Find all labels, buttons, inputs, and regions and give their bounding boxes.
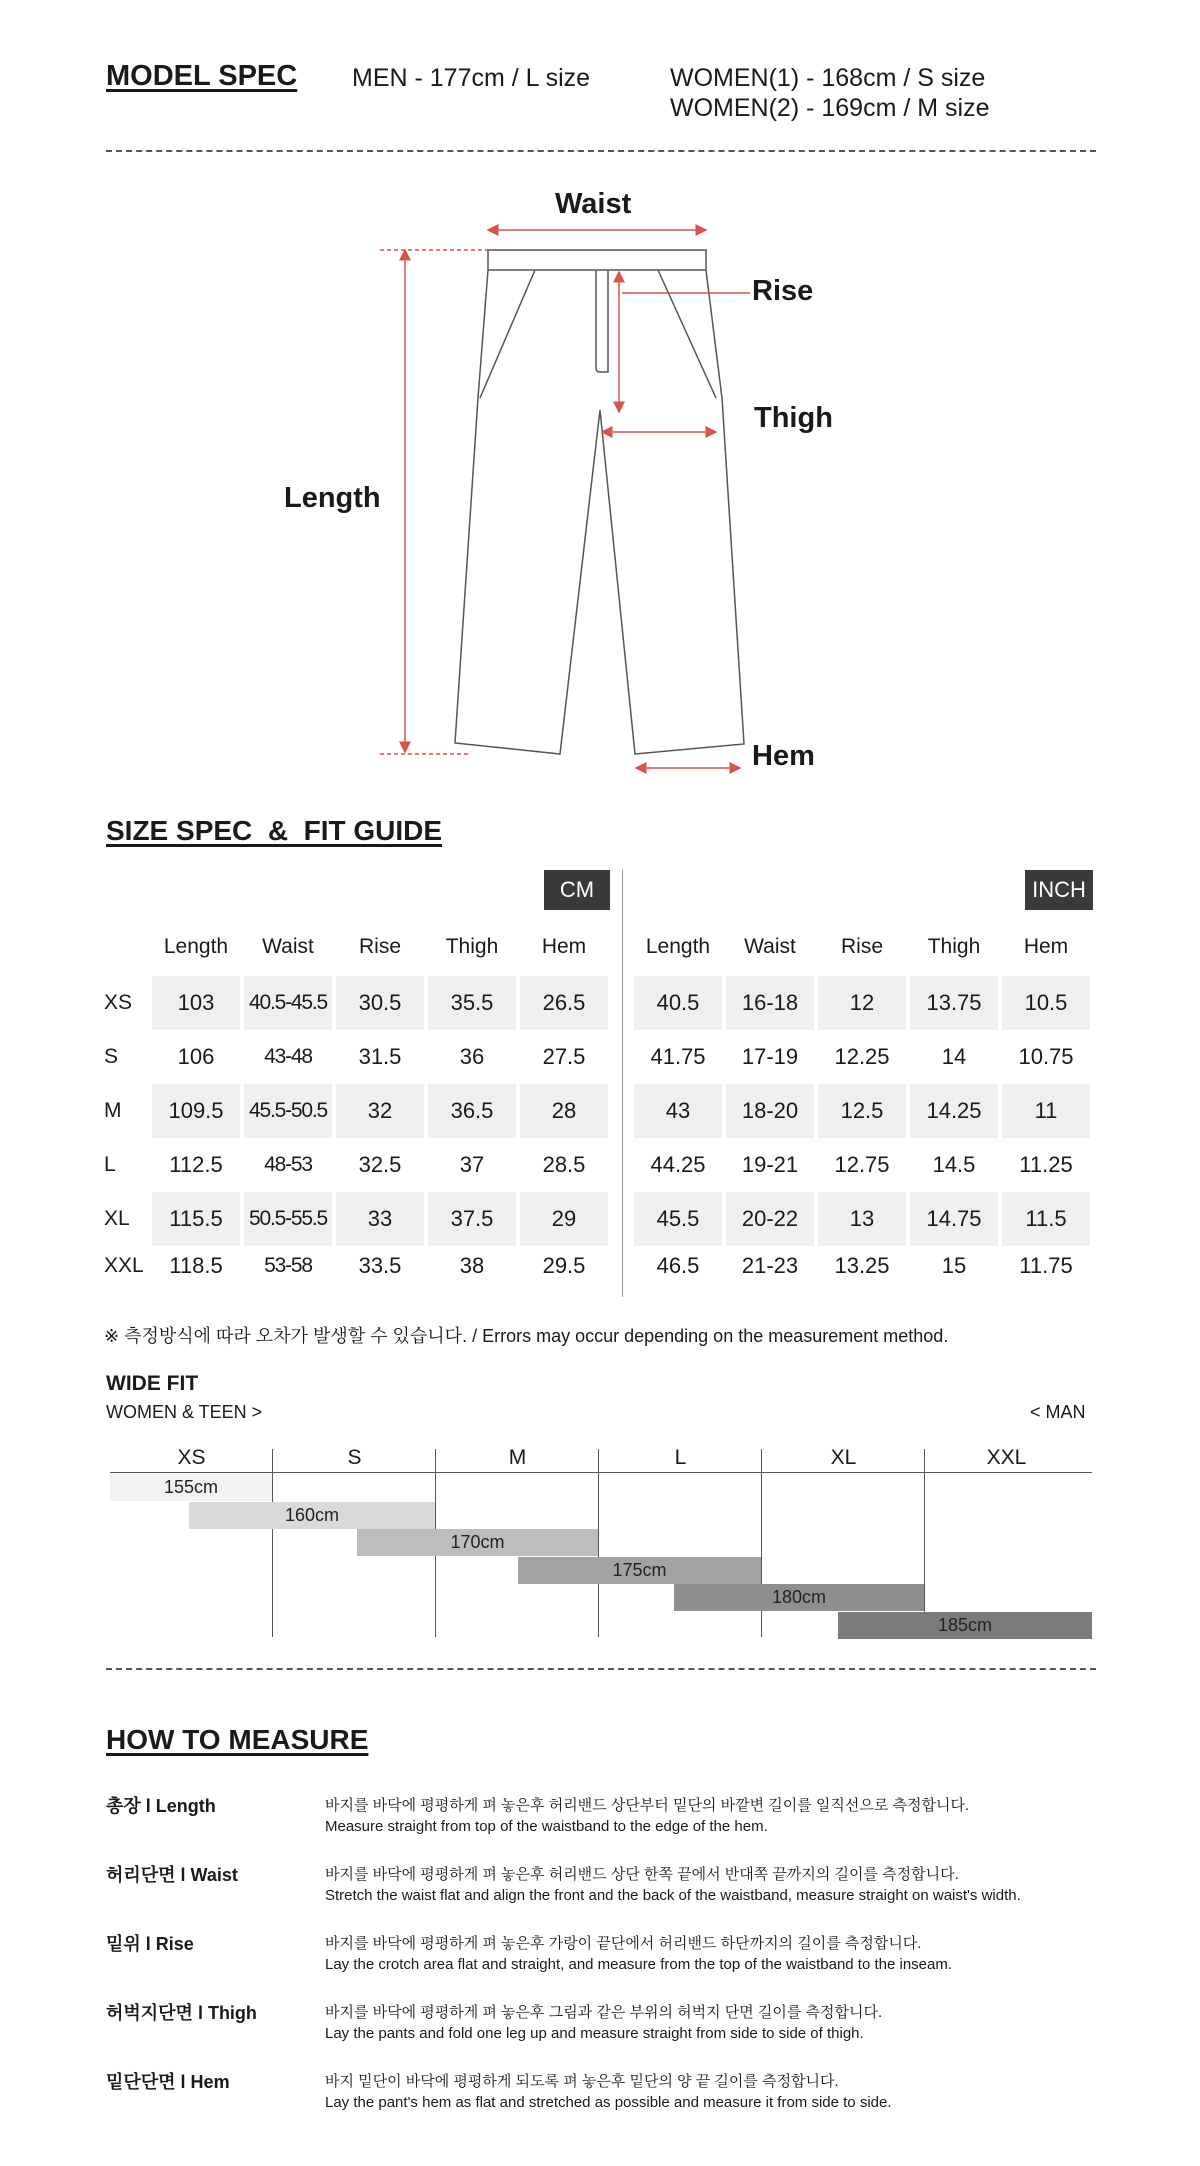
wide-fit-column-xs: XS bbox=[177, 1446, 206, 1469]
cm-cell bbox=[152, 976, 240, 1030]
inch-cell-value: 15 bbox=[941, 1253, 967, 1278]
inch-cell-value: 12.5 bbox=[840, 1098, 884, 1123]
cm-cell bbox=[428, 1138, 516, 1192]
inch-cell-value: 18-20 bbox=[741, 1098, 799, 1123]
cm-cell bbox=[336, 1138, 424, 1192]
pants-diagram bbox=[0, 0, 1200, 800]
inch-cell bbox=[726, 976, 814, 1030]
cm-cell bbox=[336, 1192, 424, 1246]
inch-cell bbox=[818, 1030, 906, 1084]
inch-cell-value: 10.5 bbox=[1024, 990, 1068, 1015]
inch-cell bbox=[634, 1084, 722, 1138]
cm-cell bbox=[244, 1246, 332, 1286]
inch-cell bbox=[910, 1084, 998, 1138]
measure-item-korean: 바지를 바닥에 평평하게 펴 놓은후 그림과 같은 부위의 허벅지 단면 길이를 측정합니다. bbox=[325, 2004, 883, 2021]
cm-cell-value: 26.5 bbox=[542, 990, 586, 1015]
cm-cell-value: 32 bbox=[367, 1098, 393, 1123]
cm-cell-value: 31.5 bbox=[358, 1044, 402, 1069]
inch-cell bbox=[1002, 1246, 1090, 1286]
cm-cell bbox=[520, 1138, 608, 1192]
table-divider bbox=[622, 870, 623, 1297]
inch-cell-value: 41.75 bbox=[650, 1044, 706, 1069]
cm-cell bbox=[336, 976, 424, 1030]
cm-cell bbox=[428, 1192, 516, 1246]
cm-cell-value: 115.5 bbox=[169, 1206, 223, 1231]
inch-cell-value: 14 bbox=[941, 1044, 967, 1069]
cm-cell-value: 29 bbox=[551, 1206, 577, 1231]
size-spec-title: SIZE SPEC & FIT GUIDE bbox=[106, 815, 443, 846]
cm-cell bbox=[152, 1192, 240, 1246]
inch-cell bbox=[818, 1138, 906, 1192]
inch-cell-value: 13 bbox=[849, 1206, 875, 1231]
inch-cell bbox=[634, 1138, 722, 1192]
wide-fit-bar: 170cm bbox=[357, 1529, 598, 1556]
cm-cell-value: 50.5-55.5 bbox=[249, 1207, 327, 1230]
size-label: L bbox=[104, 1153, 116, 1176]
rise-label: Rise bbox=[752, 275, 814, 307]
cm-cell bbox=[520, 1246, 608, 1286]
inch-cell-value: 19-21 bbox=[741, 1152, 799, 1177]
inch-cell-value: 14.75 bbox=[926, 1206, 982, 1231]
cm-cell bbox=[336, 1030, 424, 1084]
measure-item-english: Lay the pants and fold one leg up and measure straight from side to side of thigh. bbox=[325, 2025, 864, 2042]
model-spec-women2: WOMEN(2) - 169cm / M size bbox=[670, 94, 990, 122]
measure-item-label: 총장 l Length bbox=[106, 1796, 216, 1816]
cm-cell-value: 38 bbox=[459, 1253, 485, 1278]
measure-item-korean: 바지를 바닥에 평평하게 펴 놓은후 허리밴드 상단 한쪽 끝에서 반대쪽 끝까지의 길이를 측정합니다. bbox=[325, 1866, 959, 1883]
inch-cell bbox=[726, 1246, 814, 1286]
waist-label: Waist bbox=[555, 188, 632, 220]
inch-cell bbox=[1002, 976, 1090, 1030]
cm-header-hem: Hem bbox=[541, 935, 587, 958]
pants-outline bbox=[455, 250, 744, 754]
inch-cell bbox=[634, 1192, 722, 1246]
cm-cell-value: 43-48 bbox=[264, 1045, 312, 1068]
measure-item-label: 허리단면 l Waist bbox=[106, 1865, 238, 1885]
wide-fit-bar: 160cm bbox=[189, 1502, 435, 1529]
wide-fit-column-line bbox=[598, 1449, 599, 1637]
inch-header-rise: Rise bbox=[840, 935, 883, 958]
cm-cell bbox=[152, 1246, 240, 1286]
how-to-measure-title: HOW TO MEASURE bbox=[106, 1724, 369, 1755]
cm-cell-value: 53-58 bbox=[264, 1254, 312, 1277]
cm-header-length: Length bbox=[163, 935, 229, 958]
inch-cell-value: 46.5 bbox=[656, 1253, 700, 1278]
size-label: S bbox=[104, 1045, 119, 1068]
inch-cell-value: 11 bbox=[1034, 1098, 1058, 1123]
inch-cell bbox=[910, 1246, 998, 1286]
wide-fit-column-l: L bbox=[674, 1446, 687, 1469]
cm-cell-value: 118.5 bbox=[169, 1253, 223, 1278]
cm-cell bbox=[244, 976, 332, 1030]
cm-cell-value: 103 bbox=[177, 990, 215, 1015]
cm-cell-value: 33 bbox=[367, 1206, 393, 1231]
inch-header-waist: Waist bbox=[744, 935, 796, 958]
cm-cell bbox=[520, 1192, 608, 1246]
cm-cell-value: 33.5 bbox=[358, 1253, 402, 1278]
inch-cell-value: 45.5 bbox=[656, 1206, 700, 1231]
cm-cell bbox=[428, 1030, 516, 1084]
cm-cell bbox=[336, 1246, 424, 1286]
inch-cell-value: 44.25 bbox=[650, 1152, 706, 1177]
inch-header-hem: Hem bbox=[1023, 935, 1069, 958]
cm-cell bbox=[244, 1138, 332, 1192]
inch-cell-value: 16-18 bbox=[741, 990, 799, 1015]
inch-cell bbox=[1002, 1138, 1090, 1192]
cm-cell-value: 48-53 bbox=[264, 1153, 312, 1176]
size-label: M bbox=[104, 1099, 122, 1122]
inch-cell bbox=[726, 1030, 814, 1084]
measurement-note: ※ 측정방식에 따라 오차가 발생할 수 있습니다. / Errors may occur depending on the measurement method. bbox=[104, 1326, 949, 1346]
measure-item-english: Lay the crotch area flat and straight, and measure from the top of the waistband to the inseam. bbox=[325, 1956, 953, 1973]
cm-cell bbox=[244, 1084, 332, 1138]
measure-item-english: Stretch the waist flat and align the front and the back of the waistband, measure straight on waist's width. bbox=[325, 1887, 1021, 1904]
length-label: Length bbox=[284, 482, 381, 514]
cm-cell bbox=[152, 1030, 240, 1084]
inch-cell bbox=[634, 1030, 722, 1084]
inch-cell-value: 11.5 bbox=[1025, 1206, 1067, 1231]
wide-fit-bar: 155cm bbox=[110, 1474, 272, 1501]
inch-cell bbox=[818, 1246, 906, 1286]
cm-badge: CM bbox=[544, 870, 610, 910]
wide-fit-column-xl: XL bbox=[830, 1446, 857, 1469]
inch-cell-value: 11.75 bbox=[1019, 1253, 1073, 1278]
cm-cell-value: 36 bbox=[459, 1044, 485, 1069]
wide-fit-bar: 180cm bbox=[674, 1584, 924, 1611]
wide-fit-left-label: WOMEN & TEEN > bbox=[106, 1402, 263, 1422]
measure-item-korean: 바지 밑단이 바닥에 평평하게 되도록 펴 놓은후 밑단의 양 끝 길이를 측정합니다. bbox=[325, 2073, 839, 2090]
wide-fit-axis bbox=[110, 1472, 1092, 1473]
cm-cell-value: 36.5 bbox=[450, 1098, 494, 1123]
inch-header-length: Length bbox=[645, 935, 711, 958]
cm-cell-value: 27.5 bbox=[542, 1044, 586, 1069]
inch-cell-value: 17-19 bbox=[741, 1044, 799, 1069]
cm-header-waist: Waist bbox=[262, 935, 314, 958]
cm-cell-value: 32.5 bbox=[358, 1152, 402, 1177]
inch-cell bbox=[818, 976, 906, 1030]
cm-cell-value: 30.5 bbox=[358, 990, 402, 1015]
inch-cell-value: 13.25 bbox=[834, 1253, 890, 1278]
measure-item-korean: 바지를 바닥에 평평하게 펴 놓은후 허리밴드 상단부터 밑단의 바깥변 길이를 일직선으로 측정합니다. bbox=[325, 1797, 970, 1814]
inch-cell bbox=[1002, 1192, 1090, 1246]
inch-cell-value: 14.5 bbox=[932, 1152, 976, 1177]
cm-cell-value: 28.5 bbox=[542, 1152, 586, 1177]
inch-cell-value: 10.75 bbox=[1018, 1044, 1074, 1069]
size-label: XS bbox=[104, 991, 133, 1014]
inch-cell bbox=[910, 1192, 998, 1246]
cm-cell-value: 40.5-45.5 bbox=[249, 991, 327, 1014]
wide-fit-column-m: M bbox=[508, 1446, 527, 1469]
measure-item-english: Lay the pant's hem as flat and stretched as possible and measure it from side to side. bbox=[325, 2094, 892, 2111]
inch-cell bbox=[726, 1192, 814, 1246]
model-spec-men: MEN - 177cm / L size bbox=[352, 64, 591, 92]
wide-fit-bar: 185cm bbox=[838, 1612, 1092, 1639]
cm-cell-value: 37.5 bbox=[450, 1206, 494, 1231]
measure-item-label: 밑단단면 l Hem bbox=[106, 2072, 230, 2092]
inch-cell-value: 43 bbox=[665, 1098, 691, 1123]
inch-cell-value: 20-22 bbox=[741, 1206, 799, 1231]
inch-cell-value: 13.75 bbox=[926, 990, 982, 1015]
model-spec-title: MODEL SPEC bbox=[106, 60, 298, 92]
cm-cell bbox=[520, 1030, 608, 1084]
cm-cell-value: 29.5 bbox=[542, 1253, 586, 1278]
cm-cell bbox=[520, 976, 608, 1030]
wide-fit-column-line bbox=[924, 1449, 925, 1637]
inch-cell-value: 11.25 bbox=[1019, 1152, 1073, 1177]
thigh-label: Thigh bbox=[754, 402, 833, 434]
measure-item-korean: 바지를 바닥에 평평하게 펴 놓은후 가랑이 끝단에서 허리밴드 하단까지의 길이를 측정합니다. bbox=[325, 1935, 922, 1952]
cm-cell bbox=[428, 976, 516, 1030]
cm-cell-value: 112.5 bbox=[169, 1152, 223, 1177]
inch-cell bbox=[1002, 1084, 1090, 1138]
size-label: XL bbox=[104, 1207, 130, 1230]
cm-cell bbox=[152, 1138, 240, 1192]
cm-cell-value: 37 bbox=[459, 1152, 485, 1177]
wide-fit-right-label: < MAN bbox=[1030, 1402, 1086, 1422]
cm-cell bbox=[152, 1084, 240, 1138]
inch-cell bbox=[634, 1246, 722, 1286]
inch-cell bbox=[910, 976, 998, 1030]
inch-cell-value: 21-23 bbox=[741, 1253, 799, 1278]
inch-cell-value: 12.75 bbox=[834, 1152, 890, 1177]
cm-header-thigh: Thigh bbox=[445, 935, 499, 958]
wide-fit-column-xxl: XXL bbox=[986, 1446, 1027, 1469]
cm-cell bbox=[428, 1246, 516, 1286]
cm-cell-value: 106 bbox=[177, 1044, 215, 1069]
inch-cell-value: 12.25 bbox=[834, 1044, 890, 1069]
inch-cell bbox=[910, 1030, 998, 1084]
cm-cell bbox=[520, 1084, 608, 1138]
cm-header-rise: Rise bbox=[358, 935, 401, 958]
inch-cell-value: 12 bbox=[849, 990, 875, 1015]
cm-cell bbox=[428, 1084, 516, 1138]
inch-cell-value: 40.5 bbox=[656, 990, 700, 1015]
wide-fit-column-line bbox=[272, 1449, 273, 1637]
measure-item-label: 허벅지단면 l Thigh bbox=[106, 2003, 257, 2023]
inch-header-thigh: Thigh bbox=[927, 935, 981, 958]
measure-item-english: Measure straight from top of the waistband to the edge of the hem. bbox=[325, 1818, 768, 1835]
cm-cell-value: 45.5-50.5 bbox=[249, 1099, 327, 1122]
inch-cell bbox=[634, 976, 722, 1030]
cm-cell bbox=[336, 1084, 424, 1138]
wide-fit-column-s: S bbox=[347, 1446, 362, 1469]
cm-cell bbox=[244, 1192, 332, 1246]
measure-item-label: 밑위 l Rise bbox=[106, 1934, 194, 1954]
cm-cell-value: 28 bbox=[551, 1098, 577, 1123]
wide-fit-title: WIDE FIT bbox=[106, 1372, 199, 1395]
inch-cell bbox=[726, 1084, 814, 1138]
inch-cell bbox=[818, 1084, 906, 1138]
inch-cell-value: 14.25 bbox=[926, 1098, 982, 1123]
cm-cell-value: 35.5 bbox=[450, 990, 494, 1015]
hem-label: Hem bbox=[752, 740, 815, 772]
measure-arrows bbox=[380, 230, 750, 768]
inch-cell bbox=[1002, 1030, 1090, 1084]
model-spec-women1: WOMEN(1) - 168cm / S size bbox=[670, 64, 986, 92]
cm-cell bbox=[244, 1030, 332, 1084]
divider bbox=[106, 1668, 1096, 1670]
inch-cell bbox=[726, 1138, 814, 1192]
inch-cell bbox=[910, 1138, 998, 1192]
inch-cell bbox=[818, 1192, 906, 1246]
cm-cell-value: 109.5 bbox=[168, 1098, 224, 1123]
size-label: XXL bbox=[104, 1254, 144, 1277]
wide-fit-bar: 175cm bbox=[518, 1557, 761, 1584]
inch-badge: INCH bbox=[1025, 870, 1093, 910]
